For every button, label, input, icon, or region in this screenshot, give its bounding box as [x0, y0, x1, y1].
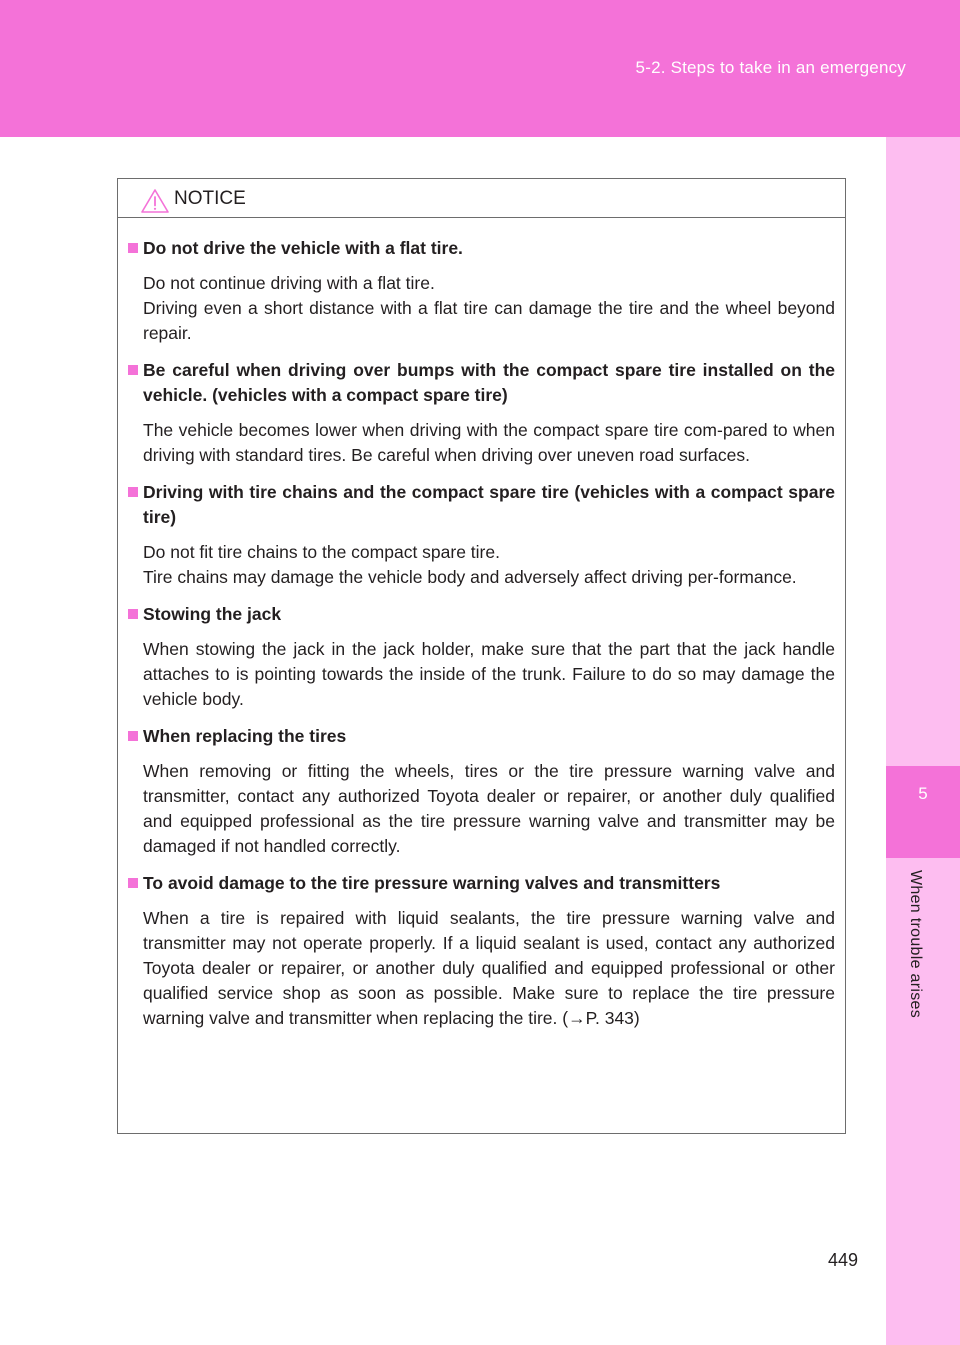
section-heading: Do not drive the vehicle with a flat tire. — [128, 236, 835, 261]
section-text: When removing or fitting the wheels, tires or the tire pressure warning valve and transmitter, contact any authorized Toyota dealer or repairer, or another duly qualified and equipped professional as the tire pressure warning valve and transmitter may be damaged if not handled correctly. — [143, 761, 835, 856]
chapter-tab — [886, 766, 960, 858]
chapter-number: 5 — [918, 784, 928, 803]
header-band — [0, 0, 960, 137]
section-heading: Stowing the jack — [128, 602, 835, 627]
section-heading: To avoid damage to the tire pressure warning valves and transmitters — [128, 871, 835, 896]
notice-body — [118, 218, 845, 1031]
section-text: When stowing the jack in the jack holder, make sure that the part that the jack handle attaches to is pointing towards the inside of the trunk. Failure to do so may damage the vehicle body. — [143, 639, 835, 709]
notice-section — [128, 724, 835, 859]
section-heading: Driving with tire chains and the compact spare tire (vehicles with a compact spare tire) — [128, 480, 835, 530]
section-text: When a tire is repaired with liquid sealants, the tire pressure warning valve and transmitter may not operate properly. If a liquid sealant is used, contact any authorized Toyota dealer or repairer, or another duly qualified and equipped professional or other qualified service shop as soon as possible. Make sure to replace the tire pressure warning valve and transmitter when replacing the tire. (→P. 343) — [143, 908, 835, 1028]
section-text: Do not continue driving with a flat tire. Driving even a short distance with a flat tire can damage the tire and the wheel beyond repair. — [143, 273, 835, 343]
bullet-square-icon — [128, 487, 138, 497]
bullet-square-icon — [128, 731, 138, 741]
bullet-square-icon — [128, 365, 138, 375]
section-text: The vehicle becomes lower when driving with the compact spare tire com-pared to when driving with standard tires. Be careful when driving over uneven road surfaces. — [143, 420, 835, 465]
notice-section — [128, 602, 835, 712]
notice-title: NOTICE — [174, 188, 246, 209]
notice-section — [128, 480, 835, 590]
side-strip — [886, 137, 960, 1345]
section-heading: Be careful when driving over bumps with the compact spare tire installed on the vehicle. (vehicles with a compact spare tire) — [128, 358, 835, 408]
warning-triangle-icon — [140, 188, 170, 214]
chapter-label: When trouble arises — [907, 870, 924, 1018]
section-title: 5-2. Steps to take in an emergency — [635, 58, 906, 77]
page-number: 449 — [828, 1250, 859, 1270]
notice-box — [117, 178, 846, 1134]
bullet-square-icon — [128, 878, 138, 888]
bullet-square-icon — [128, 243, 138, 253]
notice-section — [128, 871, 835, 1031]
section-heading: When replacing the tires — [128, 724, 835, 749]
notice-header — [118, 179, 845, 218]
bullet-square-icon — [128, 609, 138, 619]
notice-section — [128, 236, 835, 346]
section-text: Do not fit tire chains to the compact spare tire. Tire chains may damage the vehicle body and adversely affect driving per-formance. — [143, 542, 797, 587]
notice-section — [128, 358, 835, 468]
